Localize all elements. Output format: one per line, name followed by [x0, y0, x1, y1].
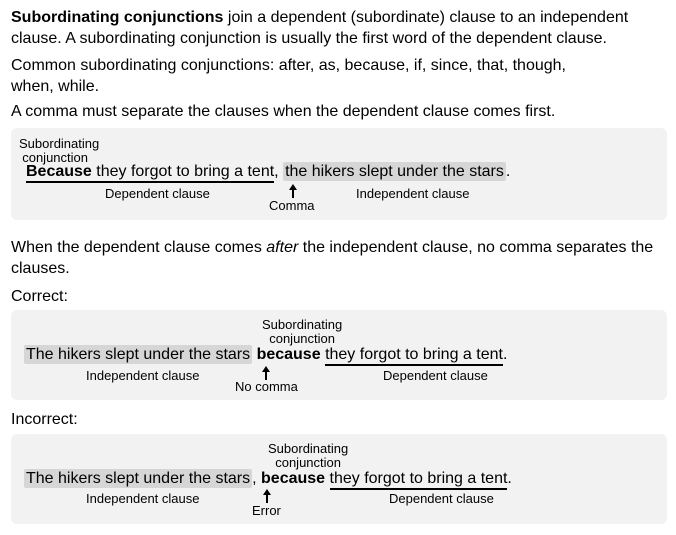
common-conjunctions: Common subordinating conjunctions: after, as, because, if, since, that, though, when, while.	[11, 57, 566, 95]
arrow-up-icon	[262, 489, 272, 503]
independent-clause: the hikers slept under the stars	[285, 163, 504, 180]
conjunction-label-line2: conjunction	[22, 150, 88, 165]
intro-term: Subordinating conjunctions	[11, 9, 224, 26]
example3-sentence	[24, 469, 512, 489]
error-label: Error	[252, 503, 281, 518]
conjunction-label-line2: conjunction	[275, 455, 341, 470]
dependent-clause: they forgot to bring a tent	[325, 346, 503, 366]
conjunction-word: because	[256, 346, 321, 363]
independent-clause-label: Independent clause	[356, 186, 470, 201]
after-rule-post: the independent clause, no comma separates the clauses.	[11, 239, 654, 277]
example-box-2	[11, 310, 667, 400]
example2-sentence	[24, 345, 507, 365]
period: .	[502, 346, 508, 363]
arrow-up-icon	[261, 366, 271, 380]
conjunction-label-line1: Subordinating	[262, 317, 343, 332]
after-rule	[11, 237, 671, 279]
independent-clause-label: Independent clause	[86, 368, 200, 383]
example-box-3	[11, 434, 667, 524]
conjunction-label	[268, 442, 348, 470]
after-rule-emphasis: after	[266, 239, 299, 256]
intro-definition: join a dependent (subordinate) clause to an independent clause. A subordinating conjunction is usually the first word of the dependent clause.	[11, 9, 629, 47]
arrow-up-icon	[288, 184, 298, 198]
comma-label: Comma	[269, 198, 315, 213]
independent-clause: The hikers slept under the stars	[26, 470, 251, 487]
period: .	[507, 470, 512, 487]
incorrect-label: Incorrect:	[11, 411, 78, 428]
conjunction-label	[19, 137, 99, 165]
conjunction-label	[262, 318, 342, 346]
dependent-clause-rest: they forgot to bring a tent	[91, 163, 275, 180]
example1-sentence	[26, 162, 510, 182]
conjunction-label-line2: conjunction	[269, 331, 335, 346]
dependent-clause-label: Dependent clause	[105, 186, 210, 201]
dependent-clause-label: Dependent clause	[383, 368, 488, 383]
independent-clause-label: Independent clause	[86, 491, 200, 506]
dependent-clause-label: Dependent clause	[389, 491, 494, 506]
period: .	[505, 163, 511, 180]
no-comma-label: No comma	[235, 379, 298, 394]
intro-paragraph	[11, 7, 671, 49]
conjunction-word: Because	[26, 163, 92, 180]
conjunction-word: because	[261, 470, 326, 487]
after-rule-pre: When the dependent clause comes	[11, 239, 267, 256]
comma-mark: ,	[252, 470, 257, 487]
conjunction-label-line1: Subordinating	[19, 136, 100, 151]
example-box-1	[11, 128, 667, 220]
comma-mark: ,	[274, 163, 279, 180]
correct-label: Correct:	[11, 288, 68, 305]
dependent-clause	[26, 163, 274, 183]
conjunction-label-line1: Subordinating	[268, 441, 349, 456]
dependent-clause: they forgot to bring a tent	[330, 470, 508, 490]
comma-rule: A comma must separate the clauses when the dependent clause comes first.	[11, 103, 556, 120]
independent-clause: The hikers slept under the stars	[26, 346, 251, 363]
